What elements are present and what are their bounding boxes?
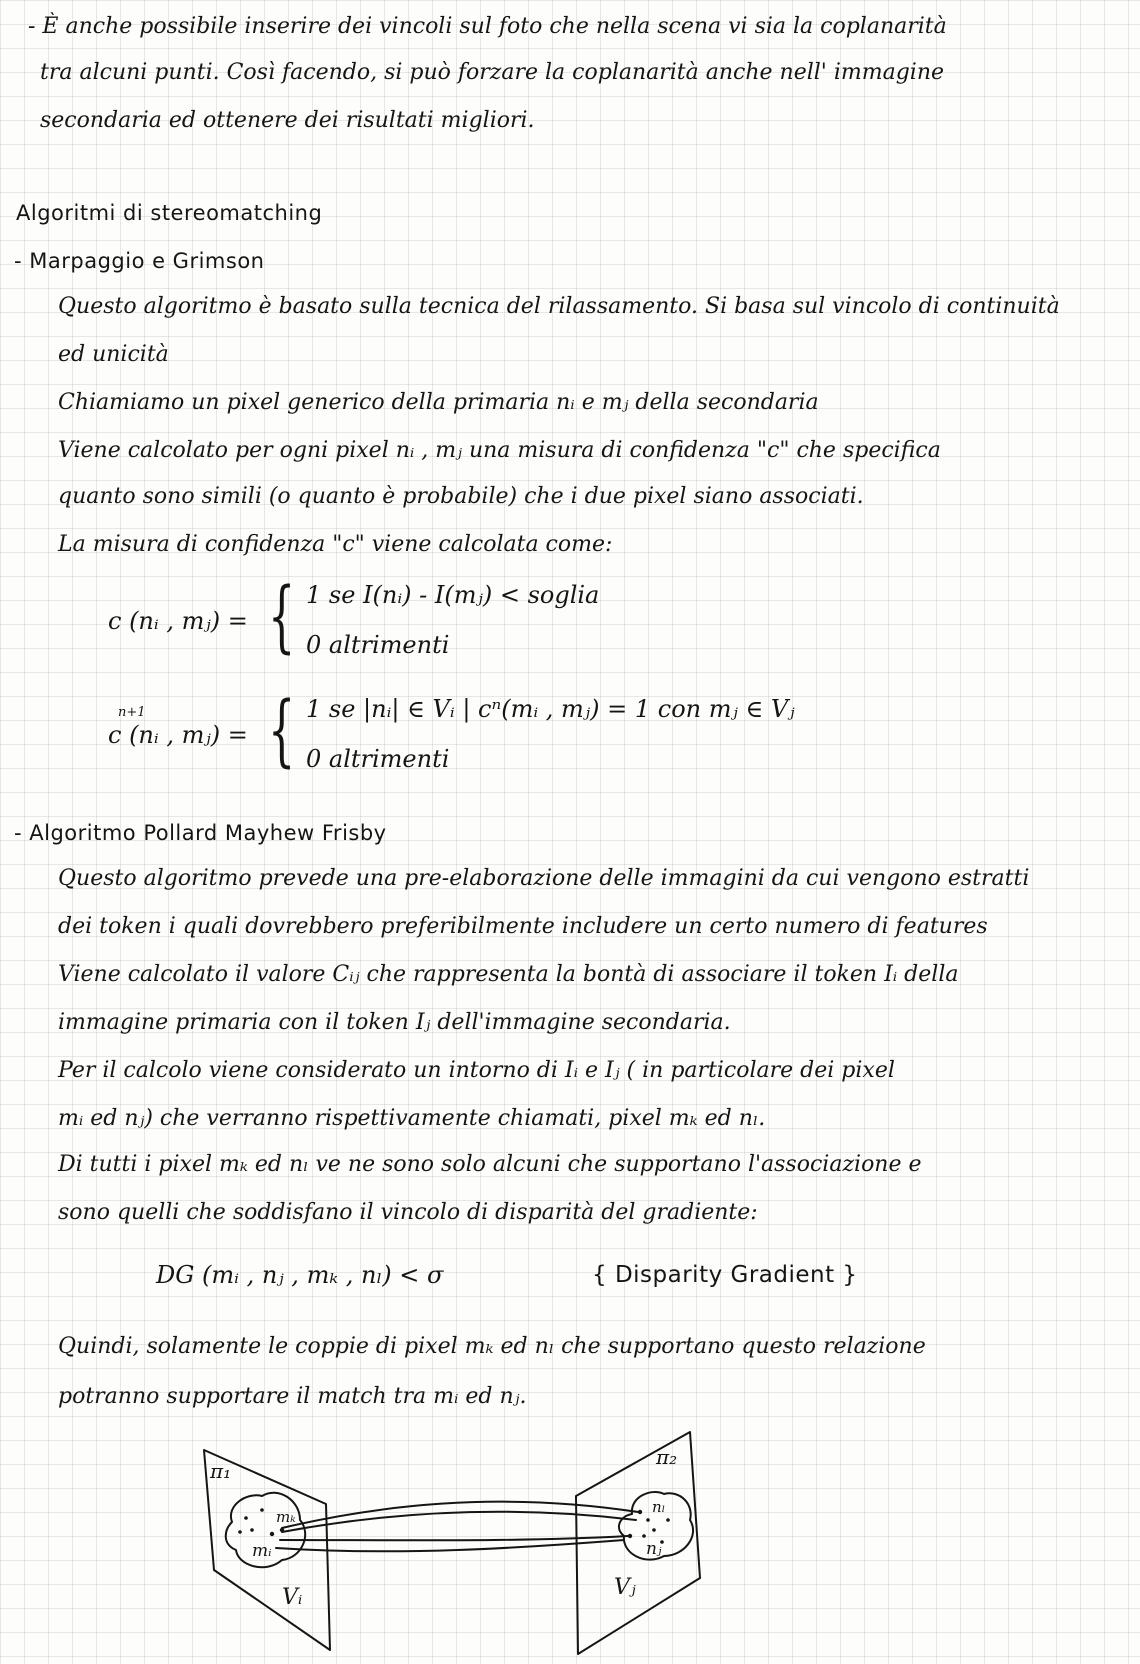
text-line-12: - Algoritmo Pollard Mayhew Frisby [14, 821, 387, 845]
formula1-lhs: c (nᵢ , mⱼ) = [108, 607, 248, 635]
label-region-1: Vᵢ [282, 1585, 303, 1610]
formula2-brace: { [268, 686, 296, 776]
label-plane-1: π₁ [210, 1459, 232, 1483]
text-line-4: Algoritmi di stereomatching [16, 201, 323, 225]
formula3-note: { Disparity Gradient } [592, 1262, 858, 1288]
text-line-6: Questo algoritmo è basato sulla tecnica del rilassamento. Si basa sul vincolo di continuità [58, 294, 1060, 319]
text-line-8: Chiamiamo un pixel generico della primaria nᵢ e mⱼ della secondaria [58, 390, 819, 415]
text-line-16: immagine primaria con il token Iⱼ dell'immagine secondaria. [58, 1010, 731, 1035]
text-line-13: Questo algoritmo prevede una pre-elaborazione delle immagini da cui vengono estratti [58, 866, 1030, 891]
match-line-2 [282, 1512, 636, 1532]
text-line-22: potranno supportare il match tra mᵢ ed nⱼ. [58, 1384, 527, 1409]
text-line-18: mᵢ ed nⱼ) che verranno rispettivamente chiamati, pixel mₖ ed nₗ. [58, 1106, 766, 1131]
label-mk: mₖ [276, 1508, 296, 1526]
label-region-2: Vⱼ [614, 1575, 636, 1600]
text-line-3: secondaria ed ottenere dei risultati migliori. [40, 108, 535, 133]
formula2-row1: 1 se |nᵢ| ∈ Vᵢ | cⁿ(mᵢ , mⱼ) = 1 con mⱼ ∈ Vⱼ [306, 695, 795, 723]
formula1-row1: 1 se I(nᵢ) - I(mⱼ) < soglia [306, 581, 600, 609]
text-line-5: - Marpaggio e Grimson [14, 249, 265, 273]
formula1-brace: { [268, 572, 296, 662]
text-line-9: Viene calcolato per ogni pixel nᵢ , mⱼ una misura di confidenza "c" che specifica [58, 438, 941, 463]
text-line-19: Di tutti i pixel mₖ ed nₗ ve ne sono solo alcuni che supportano l'associazione e [58, 1152, 922, 1177]
match-line-4 [276, 1540, 624, 1551]
text-line-20: sono quelli che soddisfano il vincolo di disparità del gradiente: [58, 1200, 758, 1225]
text-line-2: tra alcuni punti. Così facendo, si può forzare la coplanarità anche nell' immagine [40, 60, 945, 85]
label-nj: nⱼ [646, 1539, 662, 1559]
label-nl: nₗ [652, 1498, 666, 1516]
formula2-lhs: c (nᵢ , mⱼ) = [108, 721, 248, 749]
label-mi: mᵢ [252, 1541, 272, 1561]
formula2-row2: 0 altrimenti [306, 745, 450, 773]
formula1-row2: 0 altrimenti [306, 631, 450, 659]
formula3-expr: DG (mᵢ , nⱼ , mₖ , nₗ) < σ [156, 1261, 444, 1289]
text-line-21: Quindi, solamente le coppie di pixel mₖ ed nₗ che supportano questo relazione [58, 1334, 926, 1359]
text-line-14: dei token i quali dovrebbero preferibilmente includere un certo numero di features [58, 914, 988, 939]
formula2-superscript: n+1 [118, 705, 146, 720]
text-line-15: Viene calcolato il valore Cᵢⱼ che rappresenta la bontà di associare il token Iᵢ della [58, 962, 959, 987]
text-line-11: La misura di confidenza "c" viene calcolata come: [58, 532, 613, 557]
text-line-7: ed unicità [58, 342, 169, 367]
text-line-1: - È anche possibile inserire dei vincoli sul foto che nella scena vi sia la coplanarità [28, 14, 947, 39]
text-line-10: quanto sono simili (o quanto è probabile) che i due pixel siano associati. [58, 484, 864, 509]
text-line-17: Per il calcolo viene considerato un intorno di Iᵢ e Iⱼ ( in particolare dei pixel [58, 1058, 895, 1083]
label-plane-2: π₂ [656, 1445, 678, 1469]
